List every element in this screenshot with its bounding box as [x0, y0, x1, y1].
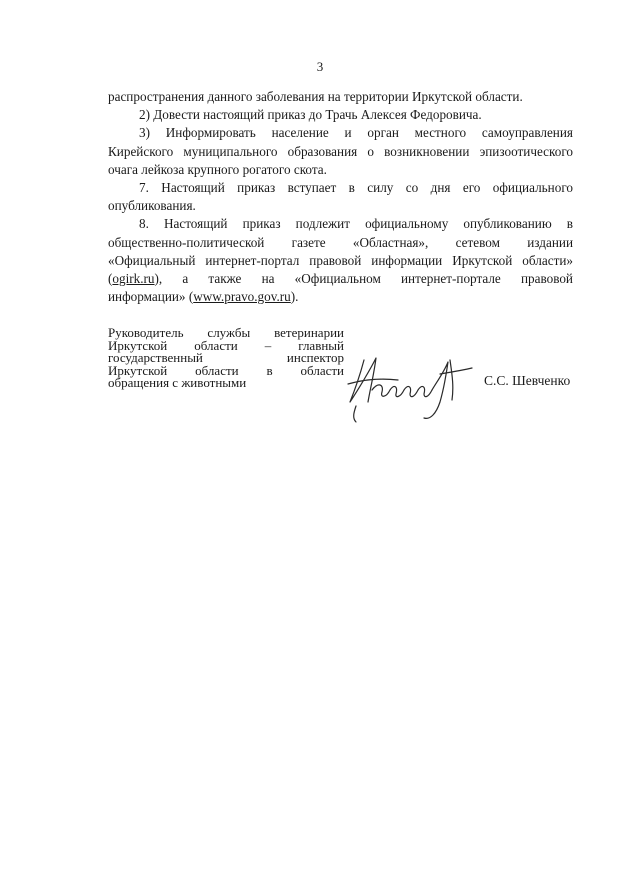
text-line: «Официальный интернет-портал правовой информации Иркутской области» — [108, 252, 573, 268]
text-fragment: ( — [108, 271, 113, 287]
text-fragment: ). — [290, 289, 299, 305]
handwritten-signature — [340, 340, 490, 430]
text-line — [108, 270, 573, 288]
pravo-link[interactable]: www.pravo.gov.ru — [193, 289, 291, 305]
text-line: очага лейкоза крупного рогатого скота. — [108, 161, 327, 177]
position-line: Иркутской области – главный — [108, 337, 344, 353]
position-line: государственный инспектор — [108, 350, 344, 365]
position-line: обращения с животными — [108, 375, 247, 390]
page-number: 3 — [316, 59, 324, 74]
text-fragment: ), а также на «Официальном интернет-портале правовой — [154, 271, 573, 287]
text-line: распространения данного заболевания на территории Иркутской области. — [108, 89, 523, 104]
position-line: Иркутской области в области — [108, 362, 344, 378]
paragraph-item-3 — [108, 124, 573, 179]
position-line: Руководитель службы ветеринарии — [108, 325, 344, 340]
text-line: 7. Настоящий приказ вступает в силу со дня его официального — [139, 180, 573, 196]
ogirk-link[interactable]: ogirk.ru — [112, 271, 155, 287]
text-line: опубликования. — [108, 198, 196, 214]
paragraph-item-2 — [108, 106, 573, 124]
paragraph-continuation — [108, 88, 573, 106]
signer-name: С.С. Шевченко — [484, 373, 571, 388]
text-line: 3) Информировать население и орган местного самоуправления — [139, 125, 573, 141]
document-body — [108, 88, 573, 306]
text-fragment: информации» ( — [108, 289, 194, 305]
text-line: 8. Настоящий приказ подлежит официальному опубликованию в — [139, 216, 573, 232]
text-line: Кирейского муниципального образования о возникновении эпизоотического — [108, 143, 573, 159]
paragraph-item-8 — [108, 215, 573, 306]
text-line: 2) Довести настоящий приказ до Трачь Алексея Федоровича. — [139, 107, 482, 123]
paragraph-item-7 — [108, 179, 573, 215]
signatory-position — [108, 327, 344, 390]
text-line — [108, 288, 573, 306]
text-line: общественно-политической газете «Областная», сетевом издании — [108, 234, 573, 250]
